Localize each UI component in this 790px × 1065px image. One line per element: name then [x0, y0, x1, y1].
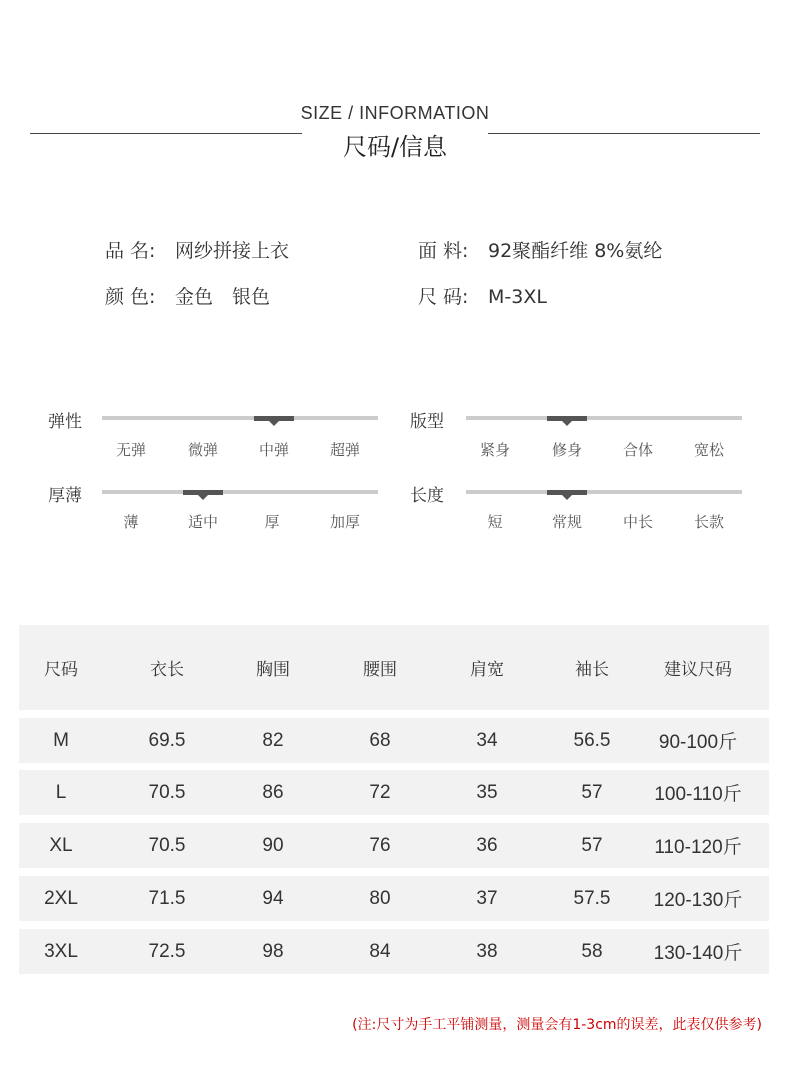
scale-track-fit — [466, 416, 742, 420]
table-cell: 120-130斤 — [653, 890, 743, 911]
scale-option-thickness: 加厚 — [329, 513, 360, 531]
scale-label-length: 长度 — [410, 486, 444, 506]
scale-track-length — [466, 490, 742, 494]
scale-option-thickness: 适中 — [187, 513, 218, 531]
table-cell: 2XL — [44, 887, 78, 909]
info-size-value: M-3XL — [488, 286, 547, 308]
table-cell: 69.5 — [148, 729, 186, 751]
table-cell: XL — [49, 834, 73, 856]
scale-track-elasticity — [102, 416, 378, 420]
scale-option-elasticity: 中弹 — [258, 441, 289, 459]
table-cell: 37 — [476, 887, 498, 909]
scale-option-fit: 合体 — [622, 441, 653, 459]
table-cell: 80 — [369, 887, 391, 909]
table-cell: 100-110斤 — [654, 784, 742, 805]
info-name-label: 品 名: — [105, 240, 156, 262]
table-cell: 34 — [476, 729, 498, 751]
table-cell: 94 — [262, 887, 284, 909]
info-color — [105, 282, 270, 309]
scale-label-elasticity: 弹性 — [48, 412, 82, 432]
table-header-cell: 建议尺码 — [664, 660, 732, 680]
info-fabric-label: 面 料: — [418, 240, 469, 262]
scale-label-fit: 版型 — [410, 412, 444, 432]
table-cell: 86 — [262, 781, 284, 803]
scale-label-thickness: 厚薄 — [48, 486, 82, 506]
table-header-cell: 肩宽 — [470, 660, 504, 680]
scale-marker-length — [547, 490, 587, 495]
table-header-cell: 腰围 — [363, 660, 397, 680]
table-cell: 68 — [369, 729, 391, 751]
scale-option-fit: 修身 — [551, 441, 582, 459]
table-row — [19, 770, 769, 815]
table-cell: 90 — [262, 834, 284, 856]
table-cell: 72.5 — [148, 940, 186, 962]
table-cell: 76 — [369, 834, 391, 856]
table-header-cell: 衣长 — [150, 660, 184, 680]
table-cell: 57.5 — [573, 887, 611, 909]
table-row — [19, 718, 769, 763]
scale-marker-thickness — [183, 490, 223, 495]
table-row — [19, 876, 769, 921]
table-row — [19, 929, 769, 974]
scale-option-length: 短 — [487, 513, 503, 531]
table-cell: 36 — [476, 834, 498, 856]
table-cell: 57 — [581, 781, 603, 803]
table-cell: 71.5 — [148, 887, 186, 909]
table-header-row — [19, 625, 769, 710]
info-size — [418, 282, 547, 309]
table-cell: 58 — [581, 940, 603, 962]
table-cell: 70.5 — [148, 834, 186, 856]
scale-track-thickness — [102, 490, 378, 494]
scale-option-length: 长款 — [693, 513, 724, 531]
title-en: SIZE / INFORMATION — [300, 103, 490, 123]
table-cell: 35 — [476, 781, 498, 803]
measurement-note: (注:尺寸为手工平铺测量，测量会有1-3cm的误差，此表仅供参考) — [352, 1017, 762, 1033]
table-row — [19, 823, 769, 868]
table-cell: 56.5 — [573, 729, 611, 751]
info-fabric-value: 92聚酯纤维 8%氨纶 — [488, 240, 663, 262]
table-cell: 84 — [369, 940, 391, 962]
table-cell: 130-140斤 — [653, 943, 743, 964]
table-cell: 110-120斤 — [654, 837, 742, 858]
table-header-cell: 尺码 — [44, 660, 78, 680]
scale-marker-fit — [547, 416, 587, 421]
table-cell: 70.5 — [148, 781, 186, 803]
scale-option-fit: 紧身 — [479, 441, 510, 459]
scale-option-elasticity: 微弹 — [187, 441, 218, 459]
table-cell: L — [55, 781, 67, 803]
table-cell: 72 — [369, 781, 391, 803]
table-cell: M — [53, 729, 69, 751]
scale-option-length: 常规 — [551, 513, 582, 531]
info-color-value: 金色 银色 — [175, 286, 271, 308]
table-cell: 3XL — [44, 940, 78, 962]
table-cell: 38 — [476, 940, 498, 962]
scale-option-thickness: 薄 — [123, 513, 139, 531]
info-name — [105, 236, 289, 263]
scale-option-elasticity: 无弹 — [115, 441, 146, 459]
info-fabric — [418, 236, 662, 263]
info-size-label: 尺 码: — [418, 286, 469, 308]
table-cell: 98 — [262, 940, 284, 962]
scale-option-thickness: 厚 — [264, 513, 280, 531]
scale-option-elasticity: 超弹 — [329, 441, 360, 459]
table-header-cell: 胸围 — [256, 660, 290, 680]
table-cell: 82 — [262, 729, 284, 751]
title-cn: 尺码/信息 — [342, 133, 448, 161]
scale-option-fit: 宽松 — [693, 441, 724, 459]
table-cell: 57 — [581, 834, 603, 856]
table-header-cell: 袖长 — [575, 660, 609, 680]
info-color-label: 颜 色: — [105, 286, 156, 308]
scale-marker-elasticity — [254, 416, 294, 421]
info-name-value: 网纱拼接上衣 — [175, 240, 290, 262]
scale-option-length: 中长 — [622, 513, 653, 531]
table-cell: 90-100斤 — [658, 732, 738, 753]
